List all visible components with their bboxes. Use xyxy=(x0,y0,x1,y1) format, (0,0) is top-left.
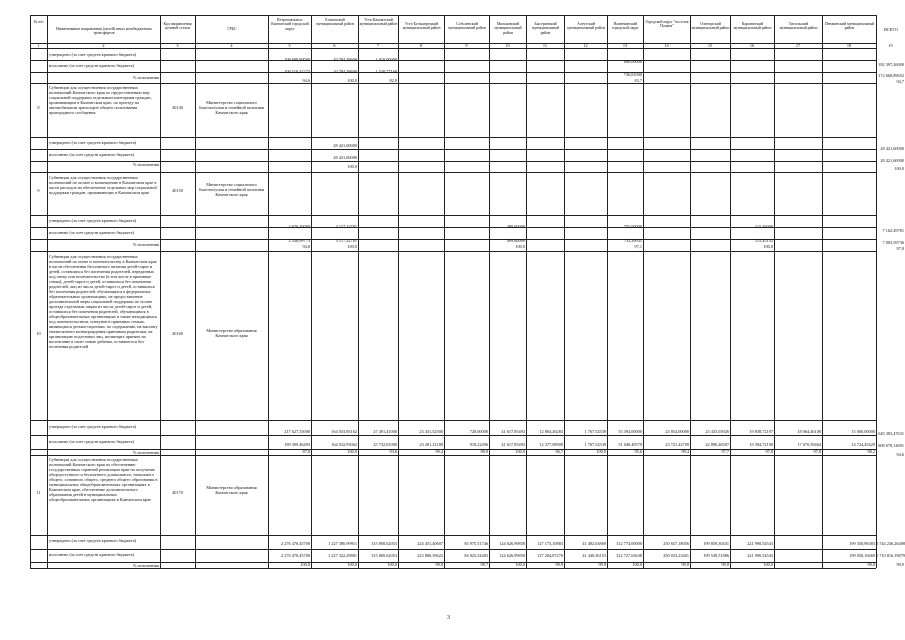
row9-p5: 94,8 xyxy=(302,244,310,249)
top-e13: 736,81000 xyxy=(623,72,642,77)
row11-approved-cell: 312 774,00000 xyxy=(616,541,642,546)
top-a19: 182 397,26000 xyxy=(878,62,904,67)
row11-num: 11 xyxy=(36,490,41,495)
row11-approved-cell: 199 350,96383 xyxy=(849,541,875,546)
row10-executed-cell: 22 890,26587 xyxy=(705,442,729,447)
row11-executed-cell: 127 204,87270 xyxy=(537,553,563,558)
row10-executed-cell: 918,22496 xyxy=(469,442,488,447)
row11-pct-cell: 99,9 xyxy=(555,562,563,567)
header-col10: Мильковский муниципальный район xyxy=(494,22,522,35)
row10-executed-cell: 608 678,14691 xyxy=(878,443,904,448)
row10-approved-cell: 12 804,26283 xyxy=(539,429,563,434)
row10-executed-cell: 41 617,85493 xyxy=(501,442,525,447)
row11-executed-cell: 41 440,36153 xyxy=(582,553,606,558)
row10-pct-cell: 94,6 xyxy=(896,452,904,457)
colnum-16: 16 xyxy=(749,43,755,48)
header-col16: Карагинский муниципальный район xyxy=(733,22,772,31)
row11-approved-cell: 224 451,40607 xyxy=(417,541,443,546)
row9-e13: 733,29031 xyxy=(623,238,642,243)
header-col9: Соболевский муниципальный район xyxy=(448,22,486,31)
top-e5: 109 519,42273 xyxy=(284,69,310,74)
row10-executed-label: исполнено (за счет средств краевого бюджета) xyxy=(49,439,134,444)
row10-pct-cell: 100,0 xyxy=(515,449,525,454)
row11-pct-cell: 100,0 xyxy=(387,562,397,567)
row9-grbs: Министерство социального благополучия и семейной политики Камчатского края xyxy=(198,182,265,197)
row11-name: Субвенции для осуществления государственных полномочий Камчатского края по обеспечению государственных гарантий реализации прав на получение общедоступного и бесплатного дошкольного, начального общего, основного общего, среднего общего образования в муниципальных общеобразовательных организациях в Камчатском крае, обеспечение дополнительного образования детей в муниципальных общеобразовательных организациях в Камчатском крае xyxy=(49,457,158,502)
row8-approved-label: утверждено (за счет средств краевого бюджета) xyxy=(49,140,137,145)
top-e6: 10 784,38600 xyxy=(333,69,357,74)
row10-approved-cell: 27 491,41000 xyxy=(373,429,397,434)
row11-pct-cell: 99,9 xyxy=(896,562,904,567)
row11-approved-cell: 127 173,10883 xyxy=(537,541,563,546)
row10-approved-cell: 23 854,00000 xyxy=(665,429,689,434)
row11-approved-cell: 199 859,30431 xyxy=(703,541,729,546)
row9-a10: 499,60000 xyxy=(506,224,525,229)
top-p13: 83,7 xyxy=(634,78,642,83)
header-col17: Тигильский муниципальный район xyxy=(779,22,818,31)
header-col6: Елизовский муниципальный район xyxy=(316,18,354,27)
colnum-9: 9 xyxy=(465,43,468,48)
header-col7: Усть-Камчатский муниципальный район xyxy=(359,18,398,27)
row11-approved-cell: 85 975,51746 xyxy=(464,541,488,546)
row10-pct-cell: 98,2 xyxy=(867,449,875,454)
row10-pct-cell: 100,0 xyxy=(347,449,357,454)
row9-e10: 499,60000 xyxy=(506,238,525,243)
row10-num: 10 xyxy=(36,331,41,336)
row8-code: 40140 xyxy=(172,105,183,110)
row11-pct-cell: 100,0 xyxy=(515,562,525,567)
row10-approved-cell: 164 033,85162 xyxy=(331,429,357,434)
row8-grbs: Министерство социального благополучия и семейной политики Камчатского края xyxy=(198,100,265,115)
header-col15: Олюторский муниципальный район xyxy=(691,22,730,31)
row11-pct-cell: 100,0 xyxy=(632,562,642,567)
row10-approved-cell: 645 383,47631 xyxy=(878,431,904,436)
top-e19: 172 668,89652 xyxy=(878,73,904,78)
row9-p16: 100,0 xyxy=(763,244,773,249)
header-col5: Петропавловск-Камчатский городской округ xyxy=(271,18,309,31)
row11-approved-cell: 315 800,62053 xyxy=(371,541,397,546)
row11-executed-cell: 312 727,63638 xyxy=(616,553,642,558)
row10-approved-cell: 18 064,46108 xyxy=(797,429,821,434)
row9-a5: 2 670,20000 xyxy=(288,224,310,229)
row11-pct-cell: 99,8 xyxy=(867,562,875,567)
row8-pct-label: % исполнения xyxy=(132,162,159,167)
row11-pct-cell: 99,8 xyxy=(681,562,689,567)
row10-pct-cell: 93,6 xyxy=(389,449,397,454)
row10-pct-cell: 87,0 xyxy=(302,449,310,454)
row9-p6: 100,0 xyxy=(347,244,357,249)
row9-name: Субвенции для осуществления государственных полномочий по оплате и возмещению в Камчатском крае в части расходов на обеспечение отдельных мер социальной поддержки граждан, проживающих в Камчатском крае xyxy=(49,175,157,195)
row9-p13: 97,1 xyxy=(634,244,642,249)
top-a5: 108 698,80000 xyxy=(284,57,310,62)
colnum-13: 13 xyxy=(622,43,628,48)
row9-approved-label: утверждено (за счет средств краевого бюджета) xyxy=(49,218,137,223)
header-col19: ВСЕГО xyxy=(884,27,898,32)
row8-a19: 28 421,60000 xyxy=(880,146,904,151)
row11-executed-cell: 223 886,39622 xyxy=(417,553,443,558)
header-num: № п/п xyxy=(33,20,44,24)
row11-executed-cell: 5 710 816,19879 xyxy=(876,553,905,558)
colnum-17: 17 xyxy=(795,43,801,48)
row10-pct-label: % исполнения xyxy=(132,450,159,455)
colnum-14: 14 xyxy=(664,43,669,48)
header-col12: Алеутский муниципальный район xyxy=(567,22,605,31)
header-code: Код направления целевой статьи xyxy=(163,22,192,31)
row10-approved-cell: 720,00000 xyxy=(469,429,488,434)
row11-executed-cell: 2 276 470,45700 xyxy=(280,553,310,558)
row8-p19: 100,0 xyxy=(894,166,904,171)
row11-executed-cell: 221 990,54543 xyxy=(747,553,773,558)
row10-pct-cell: 100,0 xyxy=(596,449,606,454)
row10-executed-cell: 19 394,72100 xyxy=(749,442,773,447)
row10-approved-cell: 23 431,52500 xyxy=(419,429,443,434)
row11-pct-cell: 100,0 xyxy=(347,562,357,567)
row10-pct-cell: 99,4 xyxy=(681,449,689,454)
row9-a16: 115,46000 xyxy=(754,224,773,229)
row10-executed-cell: 17 670,58464 xyxy=(797,442,821,447)
row11-executed-label: исполнено (за счет средств краевого бюджета) xyxy=(49,552,134,557)
colnum-11: 11 xyxy=(542,43,548,48)
top-p5: 94,6 xyxy=(302,78,310,83)
row9-e19: 7 003,59736 xyxy=(882,240,904,245)
row9-num: 9 xyxy=(37,188,40,193)
row8-num: 8 xyxy=(37,105,40,110)
row11-executed-cell: 1 227 322,29881 xyxy=(327,553,357,558)
header-col18: Пенжинский муниципальный район xyxy=(824,22,875,31)
row10-pct-cell: 99,4 xyxy=(435,449,443,454)
header-name: Наименование направления (целей) иных межбюджетных трансфертов xyxy=(55,27,153,36)
row9-a13: 755,00000 xyxy=(623,224,642,229)
row10-approved-cell: 1 767,52539 xyxy=(584,429,606,434)
colnum-3: 3 xyxy=(176,43,179,48)
row10-executed-cell: 25 732,81000 xyxy=(373,442,397,447)
row9-p19: 97,8 xyxy=(896,246,904,251)
row10-grbs: Министерство образования Камчатского края xyxy=(206,328,257,338)
colnum-7: 7 xyxy=(376,43,380,48)
row11-pct-cell: 99,8 xyxy=(435,562,443,567)
colnum-10: 10 xyxy=(505,43,510,48)
row9-p10: 100,0 xyxy=(515,244,525,249)
row10-pct-cell: 97,7 xyxy=(721,449,729,454)
row8-p6: 100,0 xyxy=(347,164,357,169)
row9-e16: 115,45152 xyxy=(754,238,773,243)
colnum-4: 4 xyxy=(230,43,233,48)
row11-code: 40170 xyxy=(172,490,183,495)
colnum-19: 19 xyxy=(888,43,893,48)
colnum-12: 12 xyxy=(583,43,588,48)
header-col11: Быстринский муниципальный район xyxy=(531,22,560,35)
top-a6: 10 784,38600 xyxy=(333,57,357,62)
row10-approved-cell: 19 838,72197 xyxy=(749,429,773,434)
row11-approved-cell: 221 990,54543 xyxy=(747,541,773,546)
row10-executed-cell: 14 724,45429 xyxy=(851,442,875,447)
colnum-6: 6 xyxy=(333,43,336,48)
colnum-18: 18 xyxy=(846,43,852,48)
row8-e19: 28 421,60000 xyxy=(880,158,904,163)
page-number: 3 xyxy=(447,615,450,621)
header-col13: Вилючинский городской округ xyxy=(612,22,639,31)
top-pct-label: % исполнения xyxy=(132,75,159,80)
row10-approved-label: утверждено (за счет средств краевого бюджета) xyxy=(49,424,137,429)
row11-executed-cell: 199 549,51886 xyxy=(703,553,729,558)
row11-executed-cell: 315 800,62053 xyxy=(371,553,397,558)
row10-approved-cell: 53 394,00000 xyxy=(618,429,642,434)
row11-grbs: Министерство образования Камчатского края xyxy=(206,485,257,495)
row9-e5: 2 336,99773 xyxy=(288,238,310,243)
row10-approved-cell: 23 435,03926 xyxy=(705,429,729,434)
row9-e6: 3 117,22781 xyxy=(335,238,357,243)
colnum-2: 2 xyxy=(102,43,105,48)
row11-pct-cell: 99,8 xyxy=(721,562,729,567)
top-a13: 880,00000 xyxy=(623,59,642,64)
row10-pct-cell: 96,7 xyxy=(555,449,563,454)
row11-approved-cell: 124 626,99858 xyxy=(499,541,525,546)
top-a7: 1 910,00000 xyxy=(375,57,397,62)
row9-pct-label: % исполнения xyxy=(132,242,159,247)
colnum-8: 8 xyxy=(419,43,423,48)
row10-executed-cell: 23 721,42709 xyxy=(665,442,689,447)
row11-pct-cell: 100,0 xyxy=(300,562,310,567)
row10-executed-cell: 51 040,49579 xyxy=(618,442,642,447)
top-p19: 94,7 xyxy=(896,79,904,84)
row11-approved-cell: 1 227 386,99911 xyxy=(328,541,357,546)
top-e7: 1 530,77169 xyxy=(375,69,397,74)
row9-code: 40150 xyxy=(172,188,183,193)
top-p7: 82,0 xyxy=(389,78,397,83)
row11-approved-cell: 5 744 236,26488 xyxy=(876,541,905,546)
row11-pct-cell: 99,9 xyxy=(598,562,606,567)
row11-executed-cell: 84 825,54483 xyxy=(464,553,488,558)
row10-name: Субвенции для осуществления государственных полномочий по опеке и попечительству в Камчатском крае в части обеспечения бесплатного питания детей-сирот и детей, оставшихся без попечения родителей, переданных под опеку или попечительство (в том числе в приемные семьи), детей-сирот и детей, оставшихся без попечения родителей, лиц из числа детей-сирот и детей, оставшихся без попечения родителей, обучающихся в федеральных образовательных организациях, на предоставление дополнительной меры социальной поддержки по оплате проезда отдельным лицам из числа детей-сирот и детей, оставшихся без попечения родителей, обучающимся в общеобразовательных организациях и также находящимся под попечительством, опекунов в приемных семьях, являющихся детьми-сиротами, по содержанию, на выплату ежемесячного вознаграждения приемным родителям, на организацию подготовки лиц, желающих принять на воспитание в свою семью ребенка, оставшегося без попечения родителей xyxy=(49,254,158,349)
row9-executed-label: исполнено (за счет средств краевого бюджета) xyxy=(49,230,134,235)
row11-approved-label: утверждено (за счет средств краевого бюджета) xyxy=(49,538,137,543)
row9-a6: 3 117,22781 xyxy=(335,224,357,229)
row11-pct-label: % исполнения xyxy=(132,563,159,568)
top-executed-label: исполнено (за счет средств краевого бюджета) xyxy=(49,63,134,68)
row10-pct-cell: 98,9 xyxy=(480,449,488,454)
row10-pct-cell: 95,6 xyxy=(634,449,642,454)
row11-executed-cell: 124 626,99858 xyxy=(499,553,525,558)
row10-executed-cell: 164 032,93062 xyxy=(331,442,357,447)
colnum-15: 15 xyxy=(707,43,713,48)
row9-a19: 7 162,49781 xyxy=(882,228,904,233)
row10-executed-cell: 23 281,21188 xyxy=(419,442,443,447)
row11-executed-cell: 199 050,16669 xyxy=(849,553,875,558)
row10-executed-cell: 189 399,46493 xyxy=(284,442,310,447)
row10-approved-cell: 41 617,85493 xyxy=(501,429,525,434)
row10-approved-cell: 15 000,00000 xyxy=(851,429,875,434)
row10-pct-cell: 97,8 xyxy=(813,449,821,454)
header-col14: Городской округ "поселок Палана" xyxy=(645,20,689,29)
row8-name: Субвенции для осуществления государственных полномочий Камчатского края по предоставлению мер социальной поддержки отдельным категориям граждан, проживающим в Камчатском крае, по проезду на автомобильном транспорте общего пользования пригородного сообщения xyxy=(49,85,152,115)
row8-executed-label: исполнено (за счет средств краевого бюджета) xyxy=(49,152,134,157)
row11-approved-cell: 41 482,63869 xyxy=(582,541,606,546)
row10-approved-cell: 217 627,35000 xyxy=(284,429,310,434)
row10-code: 40160 xyxy=(172,331,183,336)
row10-executed-cell: 12 377,08908 xyxy=(539,442,563,447)
row10-pct-cell: 97,8 xyxy=(765,449,773,454)
colnum-1: 1 xyxy=(37,43,40,48)
row11-executed-cell: 250 033,23401 xyxy=(663,553,689,558)
row11-approved-cell: 2 276 470,45700 xyxy=(280,541,310,546)
row11-approved-cell: 250 657,18056 xyxy=(663,541,689,546)
header-grbs: ГРБС xyxy=(227,27,237,31)
row11-pct-cell: 98,7 xyxy=(480,562,488,567)
header-col8: Усть-Большерецкий муниципальный район xyxy=(402,22,441,31)
row8-e6: 28 421,60000 xyxy=(333,155,357,160)
row8-a6: 28 421,60000 xyxy=(333,143,357,148)
row11-pct-cell: 100,0 xyxy=(763,562,773,567)
row10-executed-cell: 1 767,52539 xyxy=(584,442,606,447)
colnum-5: 5 xyxy=(288,43,291,48)
top-p6: 100,0 xyxy=(347,78,357,83)
top-approved-label: утверждено (за счет средств краевого бюджета) xyxy=(49,52,137,57)
